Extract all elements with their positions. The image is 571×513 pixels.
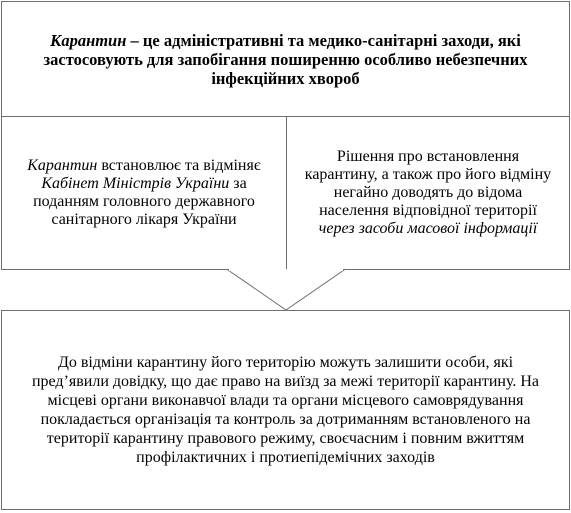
notification-box (286, 116, 570, 270)
authority-box (1, 116, 287, 270)
authority-part1: встановлює та відміняє (97, 157, 261, 174)
definition-body: – це адміністративні та медико-санітарні заходи, які застосовують для запобігання поширенню особливо небезпечних інфекційних хвороб (43, 30, 528, 88)
authority-name: Кабінет Міністрів України (41, 175, 230, 192)
chevron-down-icon (228, 270, 344, 310)
notification-text (301, 148, 555, 238)
authority-text (16, 157, 272, 229)
authority-term: Карантин (27, 157, 98, 174)
definition-box (1, 1, 570, 117)
exit-rules-box (1, 310, 570, 510)
authority-part2: за поданням головного державного санітарного лікаря України (33, 175, 255, 228)
notification-body: Рішення про встановлення карантину, а також про його відміну негайно доводять до відома населення відповідної території (304, 148, 552, 219)
definition-term: Карантин (50, 30, 127, 50)
notification-media: через засоби масової інформації (318, 220, 538, 237)
exit-rules-text: До відміни карантину його територію можуть залишити особи, які пред’явили довідку, що дає право на виїзд за межі території карантину. На місцеві органи виконавчої влади та органи місцевого самоврядування покладається організація та контроль за дотриманням встановленого на території карантину правового режиму, своєчасним і повним вжиттям профілактичних і протиепідемічних заходів (31, 354, 540, 466)
definition-text (20, 31, 551, 88)
